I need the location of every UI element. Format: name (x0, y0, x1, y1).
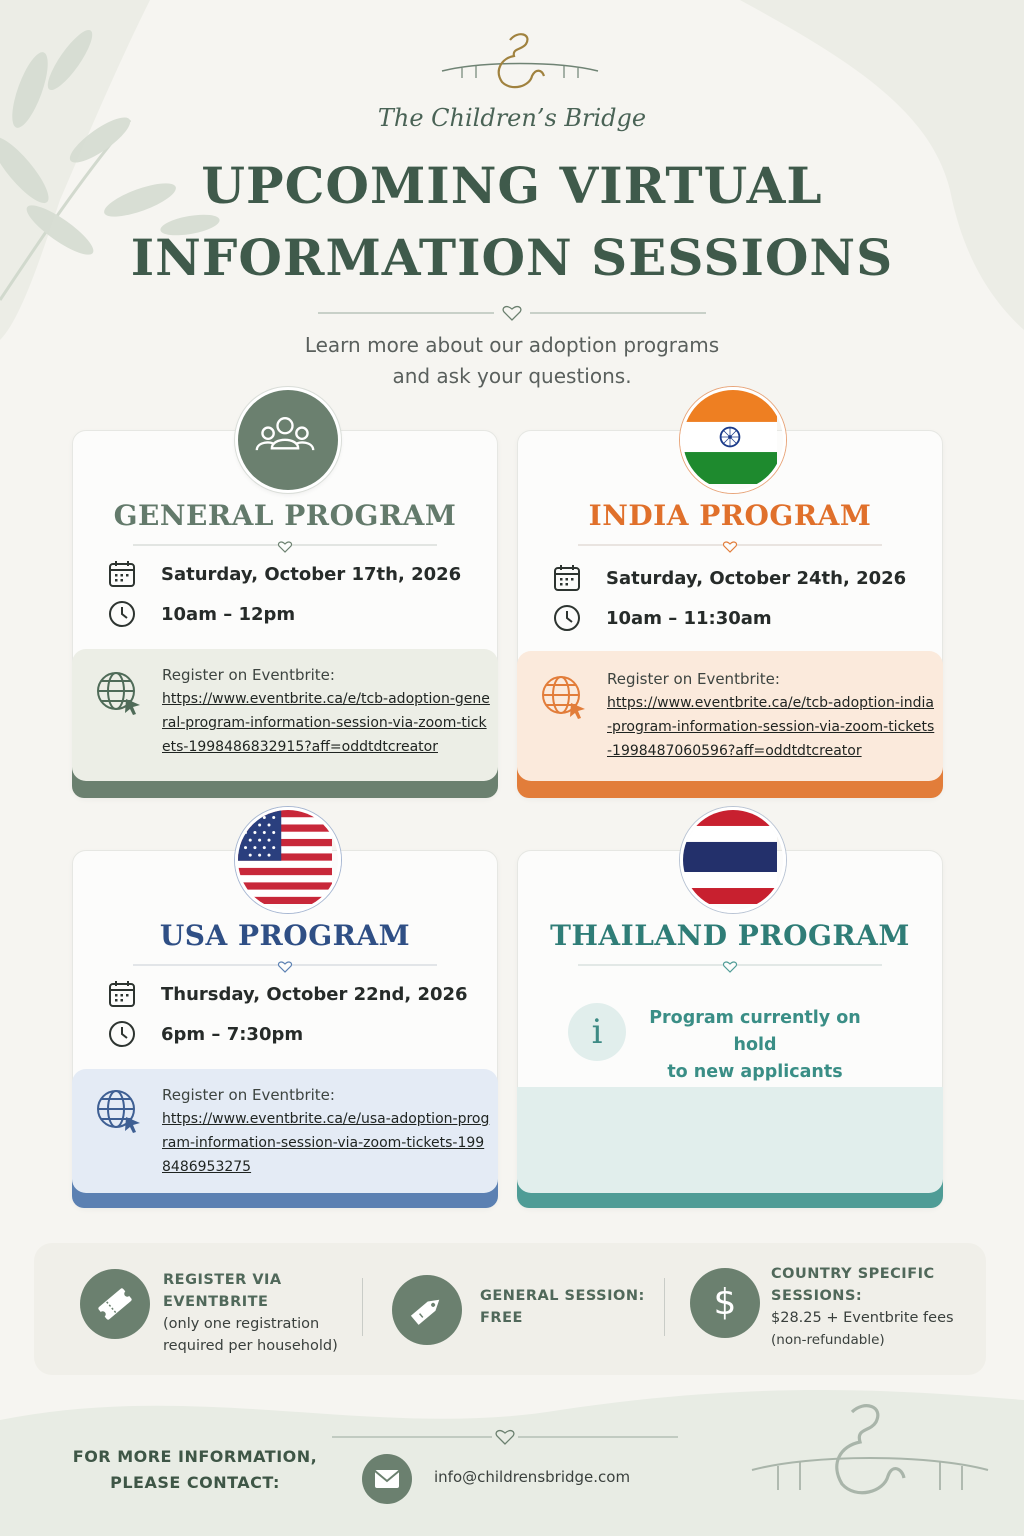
heart-divider (133, 539, 437, 553)
register-label: Register on Eventbrite: (162, 666, 335, 684)
date-row (552, 563, 906, 593)
thailand-flag-icon (680, 807, 786, 913)
time-row (107, 599, 295, 629)
program-title: INDIA PROGRAM (588, 499, 872, 532)
register-panel (517, 651, 943, 781)
program-title: USA PROGRAM (159, 919, 411, 952)
info-strip (34, 1243, 986, 1375)
childrens-bridge-logo-watermark (742, 1398, 998, 1510)
contact-label: FOR MORE INFORMATION, PLEASE CONTACT: (72, 1447, 318, 1492)
general-session-info: GENERAL SESSION: FREE (480, 1288, 645, 1326)
register-info: REGISTER VIA EVENTBRITE (only one registration required per household) (163, 1272, 338, 1354)
calendar-icon (107, 559, 137, 589)
contact-email[interactable]: info@childrensbridge.com (434, 1468, 631, 1486)
date-row (107, 559, 461, 589)
time-row (552, 603, 772, 633)
session-date: Saturday, October 24th, 2026 (606, 567, 907, 589)
general-program-card (72, 430, 498, 798)
register-panel (72, 649, 498, 781)
usa-flag-icon (235, 807, 341, 913)
heart-divider (578, 959, 882, 973)
people-group-icon (235, 387, 341, 493)
program-title: GENERAL PROGRAM (113, 499, 457, 532)
childrens-bridge-logo (432, 26, 608, 96)
country-session-info: COUNTRY SPECIFIC SESSIONS: $28.25 + Eventbrite fees (non-refundable) (771, 1266, 954, 1348)
session-date: Saturday, October 17th, 2026 (161, 563, 462, 585)
status-panel (517, 1087, 943, 1193)
calendar-icon (552, 563, 582, 593)
eventbrite-link[interactable]: https://www.eventbrite.ca/e/tcb-adoption-general-program-information-session-via-zoom-tickets-1998486832915?aff=oddtdtcreator (162, 691, 490, 755)
globe-cursor-icon (539, 673, 587, 721)
page-title: UPCOMING VIRTUAL INFORMATION SESSIONS (130, 156, 894, 287)
clock-icon (552, 603, 582, 633)
heart-divider (133, 959, 437, 973)
clock-icon (107, 599, 137, 629)
usa-program-card (72, 850, 498, 1208)
register-panel (72, 1069, 498, 1193)
india-flag-icon (680, 387, 786, 493)
calendar-icon (107, 979, 137, 1009)
program-title: THAILAND PROGRAM (550, 919, 910, 952)
clock-icon (107, 1019, 137, 1049)
price-tag-icon (392, 1275, 462, 1345)
heart-divider (332, 1428, 678, 1446)
date-row (107, 979, 468, 1009)
page-subtitle: Learn more about our adoption programs and ask your questions. (304, 333, 720, 388)
session-time: 6pm – 7:30pm (161, 1023, 304, 1045)
mail-icon (362, 1454, 412, 1504)
thailand-program-card (517, 850, 943, 1208)
session-time: 10am – 12pm (161, 603, 296, 625)
heart-divider (578, 539, 882, 553)
ticket-icon (80, 1269, 150, 1339)
eventbrite-link[interactable]: https://www.eventbrite.ca/e/tcb-adoption-india-program-information-session-via-zoom-tickets-1998487060596?aff=oddtdtcreator (607, 695, 935, 759)
register-label: Register on Eventbrite: (607, 670, 780, 688)
brand-name: The Children’s Bridge (377, 104, 647, 132)
globe-cursor-icon (94, 669, 142, 717)
globe-cursor-icon (94, 1087, 142, 1135)
session-date: Thursday, October 22nd, 2026 (161, 983, 468, 1005)
separator (362, 1278, 363, 1336)
session-time: 10am – 11:30am (606, 607, 772, 629)
india-program-card (517, 430, 943, 798)
hold-status: Program currently on hold to new applicants (649, 1008, 861, 1082)
register-label: Register on Eventbrite: (162, 1086, 335, 1104)
time-row (107, 1019, 303, 1049)
info-icon: i (568, 1003, 626, 1061)
separator (664, 1278, 665, 1336)
heart-divider (318, 304, 706, 322)
eventbrite-link[interactable]: https://www.eventbrite.ca/e/usa-adoption-program-information-session-via-zoom-tickets-1998486953275 (162, 1111, 490, 1175)
dollar-icon: $ (690, 1268, 760, 1338)
